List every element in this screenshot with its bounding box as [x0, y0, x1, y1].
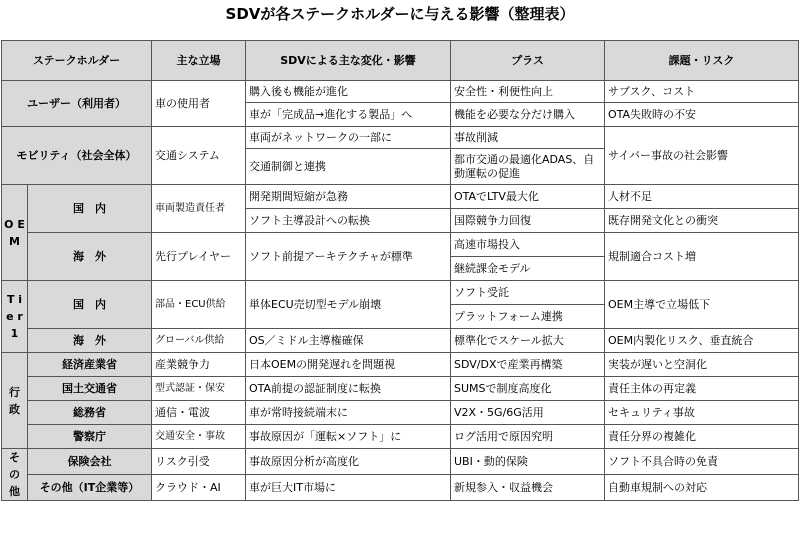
risk-cell: OEM内製化リスク、垂直統合	[605, 329, 799, 353]
stakeholder-cell: 国 内	[28, 185, 152, 233]
position-cell: 通信・電波	[152, 401, 246, 425]
table-row	[2, 353, 799, 377]
plus-cell: 継続課金モデル	[451, 257, 605, 281]
stakeholder-cell: ユーザー（利用者）	[2, 81, 152, 127]
plus-cell: 都市交通の最適化ADAS、自動運転の促進	[451, 149, 605, 185]
group-label-tier1: T i e r 1	[2, 281, 28, 353]
position-cell: 部品・ECU供給	[152, 281, 246, 329]
header-row	[2, 41, 799, 81]
table-row	[2, 401, 799, 425]
change-cell: 車が「完成品→進化する製品」へ	[246, 103, 451, 127]
risk-cell: サブスク、コスト	[605, 81, 799, 103]
change-cell: 単体ECU売切型モデル崩壊	[246, 281, 451, 329]
change-cell: 車が巨大IT市場に	[246, 475, 451, 501]
stakeholder-cell: 国土交通省	[28, 377, 152, 401]
risk-cell: 人材不足	[605, 185, 799, 209]
plus-cell: 安全性・利便性向上	[451, 81, 605, 103]
position-cell: 車両製造責任者	[152, 185, 246, 233]
change-cell: 交通制御と連携	[246, 149, 451, 185]
risk-cell: OEM主導で立場低下	[605, 281, 799, 329]
change-cell: ソフト主導設計への転換	[246, 209, 451, 233]
plus-cell: 機能を必要な分だけ購入	[451, 103, 605, 127]
change-cell: 車が常時接続端末に	[246, 401, 451, 425]
table-row	[2, 377, 799, 401]
table-row	[2, 185, 799, 209]
stakeholder-cell: 経済産業省	[28, 353, 152, 377]
change-cell: 日本OEMの開発遅れを問題視	[246, 353, 451, 377]
stakeholder-cell: 海 外	[28, 329, 152, 353]
plus-cell: OTAでLTV最大化	[451, 185, 605, 209]
risk-cell: 実装が遅いと空洞化	[605, 353, 799, 377]
plus-cell: ソフト受託	[451, 281, 605, 305]
table-row	[2, 127, 799, 149]
table-row	[2, 81, 799, 103]
table-row	[2, 281, 799, 305]
stakeholder-cell: モビリティ（社会全体）	[2, 127, 152, 185]
table-row	[2, 449, 799, 475]
plus-cell: UBI・動的保険	[451, 449, 605, 475]
position-cell: 型式認証・保安	[152, 377, 246, 401]
change-cell: 開発期間短縮が急務	[246, 185, 451, 209]
page-title: SDVが各ステークホルダーに与える影響（整理表）	[225, 5, 575, 23]
plus-cell: 国際競争力回復	[451, 209, 605, 233]
risk-cell: 既存開発文化との衝突	[605, 209, 799, 233]
risk-cell: サイバー事故の社会影響	[605, 127, 799, 185]
plus-cell: V2X・5G/6G活用	[451, 401, 605, 425]
risk-cell: 自動車規制への対応	[605, 475, 799, 501]
position-cell: クラウド・AI	[152, 475, 246, 501]
stakeholder-cell: 国 内	[28, 281, 152, 329]
table-row	[2, 425, 799, 449]
plus-cell: SDV/DXで産業再構築	[451, 353, 605, 377]
stakeholder-cell: 海 外	[28, 233, 152, 281]
header-plus: プラス	[451, 41, 605, 81]
stakeholder-table	[1, 40, 799, 501]
stakeholder-cell: 警察庁	[28, 425, 152, 449]
header-risks: 課題・リスク	[605, 41, 799, 81]
position-cell: リスク引受	[152, 449, 246, 475]
header-stakeholder: ステークホルダー	[2, 41, 152, 81]
header-position: 主な立場	[152, 41, 246, 81]
group-label-sonota: そ の 他	[2, 449, 28, 501]
change-cell: 事故原因が「運転×ソフト」に	[246, 425, 451, 449]
header-changes: SDVによる主な変化・影響	[246, 41, 451, 81]
position-cell: 交通安全・事故	[152, 425, 246, 449]
stakeholder-cell: その他（IT企業等）	[28, 475, 152, 501]
plus-cell: プラットフォーム連携	[451, 305, 605, 329]
risk-cell: セキュリティ事故	[605, 401, 799, 425]
table-row	[2, 233, 799, 257]
position-cell: グローバル供給	[152, 329, 246, 353]
plus-cell: SUMSで制度高度化	[451, 377, 605, 401]
change-cell: 車両がネットワークの一部に	[246, 127, 451, 149]
plus-cell: 事故削減	[451, 127, 605, 149]
group-label-gyousei: 行 政	[2, 353, 28, 449]
table-row	[2, 475, 799, 501]
risk-cell: 責任分界の複雑化	[605, 425, 799, 449]
change-cell: OS／ミドル主導権確保	[246, 329, 451, 353]
plus-cell: 高速市場投入	[451, 233, 605, 257]
risk-cell: 規制適合コスト増	[605, 233, 799, 281]
change-cell: 事故原因分析が高度化	[246, 449, 451, 475]
plus-cell: 標準化でスケール拡大	[451, 329, 605, 353]
risk-cell: OTA失敗時の不安	[605, 103, 799, 127]
position-cell: 車の使用者	[152, 81, 246, 127]
risk-cell: 責任主体の再定義	[605, 377, 799, 401]
stakeholder-cell: 総務省	[28, 401, 152, 425]
change-cell: OTA前提の認証制度に転換	[246, 377, 451, 401]
plus-cell: ログ活用で原因究明	[451, 425, 605, 449]
position-cell: 交通システム	[152, 127, 246, 185]
change-cell: 購入後も機能が進化	[246, 81, 451, 103]
risk-cell: ソフト不具合時の免責	[605, 449, 799, 475]
plus-cell: 新規参入・収益機会	[451, 475, 605, 501]
position-cell: 先行プレイヤー	[152, 233, 246, 281]
position-cell: 産業競争力	[152, 353, 246, 377]
change-cell: ソフト前提アーキテクチャが標準	[246, 233, 451, 281]
stakeholder-cell: 保険会社	[28, 449, 152, 475]
group-label-oem: O E M	[2, 185, 28, 281]
